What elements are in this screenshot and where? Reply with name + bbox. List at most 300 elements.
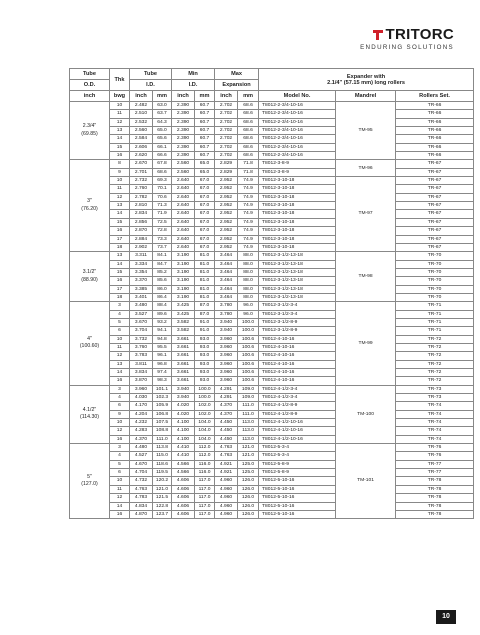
tube-id-mm-cell: 120.2 <box>153 477 172 485</box>
rollers-set-cell: TR-67 <box>396 168 474 176</box>
tube-id-inch-cell: 3.370 <box>130 277 153 285</box>
tube-id-inch-cell: 3.480 <box>130 302 153 310</box>
min-id-mm-cell: 67.0 <box>195 193 215 201</box>
header-rollers-set: Rollers Set. <box>396 91 474 102</box>
tube-id-mm-cell: 71.9 <box>153 210 172 218</box>
tube-id-mm-cell: 72.8 <box>153 227 172 235</box>
table-row <box>70 227 474 235</box>
max-exp-mm-cell: 109.0 <box>238 394 259 402</box>
max-exp-mm-cell: 111.0 <box>238 402 259 410</box>
tube-id-inch-cell: 3.354 <box>130 268 153 276</box>
tube-od-inch: 3" <box>87 198 92 205</box>
min-id-inch-cell: 2.390 <box>172 152 195 160</box>
max-exp-inch-cell: 4.960 <box>215 485 238 493</box>
table-row <box>70 135 474 143</box>
tube-id-inch-cell: 2.884 <box>130 235 153 243</box>
min-id-mm-cell: 60.7 <box>195 110 215 118</box>
tube-id-inch-cell: 4.870 <box>130 510 153 518</box>
model-no-cell: T8012-3-1/2-13-18 <box>259 277 336 285</box>
max-exp-mm-cell: 71.8 <box>238 160 259 168</box>
model-no-cell: T8012-4-10-16 <box>259 377 336 385</box>
model-no-cell: T8012-4-10-16 <box>259 352 336 360</box>
thk-cell: 3 <box>110 444 130 452</box>
tube-id-mm-cell: 69.3 <box>153 177 172 185</box>
rollers-set-cell: TR-70 <box>396 260 474 268</box>
max-exp-inch-cell: 2.702 <box>215 127 238 135</box>
tube-id-inch-cell: 4.480 <box>130 444 153 452</box>
header-od: O.D. <box>70 80 110 91</box>
max-exp-inch-cell: 4.450 <box>215 419 238 427</box>
min-id-mm-cell: 117.0 <box>195 502 215 510</box>
table-row <box>70 510 474 518</box>
tube-id-mm-cell: 108.8 <box>153 427 172 435</box>
rollers-set-cell: TR-72 <box>396 352 474 360</box>
min-id-inch-cell: 4.020 <box>172 402 195 410</box>
max-exp-inch-cell: 3.940 <box>215 327 238 335</box>
max-exp-mm-cell: 125.0 <box>238 460 259 468</box>
max-exp-inch-cell: 3.780 <box>215 302 238 310</box>
table-row <box>70 160 474 168</box>
rollers-set-cell: TR-67 <box>396 218 474 226</box>
rollers-set-cell: TR-78 <box>396 502 474 510</box>
tube-id-mm-cell: 107.5 <box>153 419 172 427</box>
tube-id-inch-cell: 4.370 <box>130 435 153 443</box>
table-row <box>70 360 474 368</box>
tube-id-inch-cell: 3.334 <box>130 260 153 268</box>
min-id-mm-cell: 87.0 <box>195 302 215 310</box>
table-row <box>70 277 474 285</box>
model-no-cell: T8012-3-1/2-13-18 <box>259 285 336 293</box>
table-row <box>70 369 474 377</box>
rollers-set-cell: TR-67 <box>396 227 474 235</box>
tube-id-mm-cell: 67.8 <box>153 160 172 168</box>
thk-cell: 4 <box>110 452 130 460</box>
max-exp-inch-cell: 3.780 <box>215 310 238 318</box>
max-exp-inch-cell: 3.464 <box>215 268 238 276</box>
min-id-mm-cell: 117.0 <box>195 485 215 493</box>
min-id-inch-cell: 4.100 <box>172 435 195 443</box>
tube-id-mm-cell: 63.0 <box>153 102 172 110</box>
tube-id-inch-cell: 4.763 <box>130 485 153 493</box>
tube-id-mm-cell: 70.1 <box>153 185 172 193</box>
tube-id-inch-cell: 3.704 <box>130 327 153 335</box>
thk-cell: 15 <box>110 218 130 226</box>
table-row <box>70 427 474 435</box>
thk-cell: 16 <box>110 277 130 285</box>
tube-od-cell <box>70 102 110 160</box>
table-row <box>70 202 474 210</box>
tube-id-mm-cell: 95.5 <box>153 343 172 351</box>
min-id-inch-cell: 2.640 <box>172 243 195 251</box>
max-exp-inch-cell: 4.450 <box>215 435 238 443</box>
model-no-cell: T8012-5-10-16 <box>259 477 336 485</box>
table-row <box>70 394 474 402</box>
min-id-inch-cell: 4.606 <box>172 502 195 510</box>
model-no-cell: T8012-3-1/2-13-18 <box>259 293 336 301</box>
model-no-cell: T8012-3-8-9 <box>259 160 336 168</box>
tube-od-mm: (69.85) <box>81 130 98 137</box>
max-exp-mm-cell: 74.9 <box>238 227 259 235</box>
thk-cell: 13 <box>110 202 130 210</box>
tube-id-inch-cell: 2.782 <box>130 193 153 201</box>
min-id-inch-cell: 2.640 <box>172 218 195 226</box>
tube-id-mm-cell: 66.6 <box>153 152 172 160</box>
model-no-cell: T8012-3-10-18 <box>259 210 336 218</box>
model-no-cell: T8012-4-1/2-3-4 <box>259 394 336 402</box>
rollers-set-cell: TR-74 <box>396 427 474 435</box>
min-id-inch-cell: 2.640 <box>172 177 195 185</box>
max-exp-mm-cell: 71.8 <box>238 168 259 176</box>
min-id-inch-cell: 2.390 <box>172 118 195 126</box>
min-id-mm-cell: 93.0 <box>195 352 215 360</box>
table-row <box>70 293 474 301</box>
model-no-cell: T8012-5-10-16 <box>259 494 336 502</box>
thk-cell: 10 <box>110 177 130 185</box>
max-exp-mm-cell: 113.0 <box>238 435 259 443</box>
min-id-mm-cell: 81.0 <box>195 268 215 276</box>
tube-od-inch: 3.1/2" <box>82 269 97 276</box>
max-exp-inch-cell: 3.960 <box>215 360 238 368</box>
table-row <box>70 460 474 468</box>
min-id-inch-cell: 4.410 <box>172 452 195 460</box>
model-no-cell: T8012-5-10-16 <box>259 510 336 518</box>
min-id-mm-cell: 112.0 <box>195 452 215 460</box>
tube-id-inch-cell: 3.385 <box>130 285 153 293</box>
max-exp-inch-cell: 3.464 <box>215 277 238 285</box>
rollers-set-cell: TR-76 <box>396 452 474 460</box>
min-id-inch-cell: 2.640 <box>172 193 195 201</box>
tube-od-mm: (127.0) <box>81 481 98 488</box>
min-id-mm-cell: 60.7 <box>195 152 215 160</box>
rollers-set-cell: TR-77 <box>396 469 474 477</box>
max-exp-inch-cell: 2.829 <box>215 168 238 176</box>
max-exp-mm-cell: 100.6 <box>238 360 259 368</box>
rollers-set-cell: TR-66 <box>396 118 474 126</box>
max-exp-inch-cell: 2.952 <box>215 243 238 251</box>
max-exp-inch-cell: 2.952 <box>215 177 238 185</box>
header-unit-mm: mm <box>195 91 215 102</box>
min-id-mm-cell: 60.7 <box>195 127 215 135</box>
min-id-inch-cell: 3.940 <box>172 385 195 393</box>
table-row <box>70 235 474 243</box>
tube-id-mm-cell: 65.6 <box>153 135 172 143</box>
tube-od-cell <box>70 444 110 519</box>
tube-id-inch-cell: 2.760 <box>130 185 153 193</box>
min-id-mm-cell: 117.0 <box>195 510 215 518</box>
table-row <box>70 502 474 510</box>
min-id-inch-cell: 3.425 <box>172 310 195 318</box>
thk-cell: 15 <box>110 268 130 276</box>
min-id-mm-cell: 93.0 <box>195 343 215 351</box>
min-id-inch-cell: 3.940 <box>172 394 195 402</box>
max-exp-inch-cell: 4.370 <box>215 410 238 418</box>
rollers-set-cell: TR-74 <box>396 402 474 410</box>
mandrel-cell: TM-95 <box>336 102 396 160</box>
thk-cell: 5 <box>110 318 130 326</box>
table-row <box>70 302 474 310</box>
model-no-cell: T8012-2-3/4-10-16 <box>259 110 336 118</box>
table-row <box>70 352 474 360</box>
table-row <box>70 318 474 326</box>
thk-cell: 11 <box>110 110 130 118</box>
model-no-cell: T8012-5-3-4 <box>259 452 336 460</box>
max-exp-mm-cell: 100.0 <box>238 318 259 326</box>
min-id-mm-cell: 67.0 <box>195 218 215 226</box>
max-exp-inch-cell: 3.960 <box>215 352 238 360</box>
min-id-mm-cell: 65.0 <box>195 168 215 176</box>
max-exp-inch-cell: 4.921 <box>215 469 238 477</box>
max-exp-inch-cell: 2.952 <box>215 227 238 235</box>
min-id-inch-cell: 2.640 <box>172 235 195 243</box>
min-id-mm-cell: 93.0 <box>195 377 215 385</box>
rollers-set-cell: TR-67 <box>396 160 474 168</box>
tube-id-mm-cell: 64.3 <box>153 118 172 126</box>
header-tube-id-top: Tube <box>130 69 172 80</box>
tube-id-inch-cell: 2.560 <box>130 127 153 135</box>
table-row <box>70 260 474 268</box>
max-exp-inch-cell: 4.960 <box>215 477 238 485</box>
tube-id-mm-cell: 94.1 <box>153 327 172 335</box>
header-tube: Tube <box>70 69 110 80</box>
header-unit-mm: mm <box>153 91 172 102</box>
max-exp-mm-cell: 88.0 <box>238 285 259 293</box>
max-exp-mm-cell: 126.0 <box>238 485 259 493</box>
min-id-inch-cell: 2.640 <box>172 210 195 218</box>
thk-cell: 12 <box>110 352 130 360</box>
rollers-set-cell: TR-66 <box>396 152 474 160</box>
min-id-inch-cell: 3.661 <box>172 335 195 343</box>
min-id-inch-cell: 3.582 <box>172 327 195 335</box>
tube-od-cell <box>70 302 110 385</box>
header-thk: Thk <box>110 69 130 91</box>
tube-id-mm-cell: 63.7 <box>153 110 172 118</box>
min-id-mm-cell: 100.0 <box>195 385 215 393</box>
max-exp-inch-cell: 4.450 <box>215 427 238 435</box>
min-id-mm-cell: 117.0 <box>195 494 215 502</box>
min-id-mm-cell: 102.0 <box>195 410 215 418</box>
max-exp-mm-cell: 74.9 <box>238 210 259 218</box>
thk-cell: 15 <box>110 143 130 151</box>
max-exp-mm-cell: 111.0 <box>238 410 259 418</box>
tube-id-inch-cell: 4.783 <box>130 494 153 502</box>
max-exp-mm-cell: 100.0 <box>238 327 259 335</box>
max-exp-inch-cell: 2.702 <box>215 135 238 143</box>
model-no-cell: T8012-3-10-18 <box>259 177 336 185</box>
tube-id-inch-cell: 3.783 <box>130 352 153 360</box>
tube-od-cell <box>70 385 110 443</box>
tube-id-mm-cell: 118.6 <box>153 460 172 468</box>
max-exp-inch-cell: 2.952 <box>215 210 238 218</box>
rollers-set-cell: TR-70 <box>396 252 474 260</box>
table-row <box>70 243 474 251</box>
thk-cell: 17 <box>110 235 130 243</box>
table-row <box>70 143 474 151</box>
min-id-mm-cell: 112.0 <box>195 444 215 452</box>
thk-cell: 5 <box>110 460 130 468</box>
tube-od-mm: (114.30) <box>80 414 99 421</box>
thk-cell: 14 <box>110 135 130 143</box>
tube-od-inch: 5" <box>87 473 92 480</box>
rollers-set-cell: TR-70 <box>396 277 474 285</box>
max-exp-inch-cell: 2.952 <box>215 218 238 226</box>
rollers-set-cell: TR-74 <box>396 419 474 427</box>
min-id-inch-cell: 2.640 <box>172 185 195 193</box>
tube-id-mm-cell: 73.7 <box>153 243 172 251</box>
header-unit-inch: inch <box>70 91 110 102</box>
min-id-mm-cell: 93.0 <box>195 369 215 377</box>
min-id-mm-cell: 81.0 <box>195 277 215 285</box>
table-row <box>70 343 474 351</box>
model-no-cell: T8012-3-1/2-3-4 <box>259 310 336 318</box>
min-id-mm-cell: 67.0 <box>195 185 215 193</box>
thk-cell: 9 <box>110 410 130 418</box>
rollers-set-cell: TR-70 <box>396 293 474 301</box>
model-no-cell: T8012-3-10-18 <box>259 218 336 226</box>
min-id-inch-cell: 2.390 <box>172 110 195 118</box>
max-exp-inch-cell: 2.952 <box>215 202 238 210</box>
min-id-inch-cell: 3.190 <box>172 260 195 268</box>
table-row <box>70 377 474 385</box>
tube-id-mm-cell: 85.6 <box>153 277 172 285</box>
min-id-mm-cell: 93.0 <box>195 360 215 368</box>
table-row <box>70 218 474 226</box>
max-exp-mm-cell: 74.9 <box>238 243 259 251</box>
thk-cell: 18 <box>110 243 130 251</box>
model-no-cell: T8012-3-1/2-3-4 <box>259 302 336 310</box>
tube-id-inch-cell: 4.170 <box>130 402 153 410</box>
min-id-mm-cell: 93.0 <box>195 335 215 343</box>
model-no-cell: T8012-4-1/2-8-9 <box>259 410 336 418</box>
min-id-mm-cell: 81.0 <box>195 252 215 260</box>
thk-cell: 12 <box>110 427 130 435</box>
header-max: Max <box>215 69 259 80</box>
model-no-cell: T8012-4-10-16 <box>259 360 336 368</box>
tube-id-mm-cell: 65.0 <box>153 127 172 135</box>
max-exp-mm-cell: 96.0 <box>238 310 259 318</box>
model-no-cell: T8012-2-3/4-10-16 <box>259 102 336 110</box>
max-exp-inch-cell: 3.960 <box>215 343 238 351</box>
tube-id-inch-cell: 3.811 <box>130 360 153 368</box>
tube-id-mm-cell: 115.0 <box>153 452 172 460</box>
mandrel-cell: TM-101 <box>336 444 396 519</box>
rollers-set-cell: TR-78 <box>396 510 474 518</box>
max-exp-mm-cell: 100.6 <box>238 369 259 377</box>
table-row <box>70 102 474 110</box>
thk-cell: 16 <box>110 377 130 385</box>
max-exp-inch-cell: 4.291 <box>215 394 238 402</box>
thk-cell: 14 <box>110 260 130 268</box>
max-exp-mm-cell: 126.0 <box>238 502 259 510</box>
min-id-inch-cell: 3.661 <box>172 377 195 385</box>
table-row <box>70 402 474 410</box>
max-exp-mm-cell: 126.0 <box>238 477 259 485</box>
rollers-set-cell: TR-71 <box>396 302 474 310</box>
rollers-set-cell: TR-72 <box>396 335 474 343</box>
tube-id-mm-cell: 70.6 <box>153 193 172 201</box>
tube-id-inch-cell: 2.606 <box>130 143 153 151</box>
tube-id-inch-cell: 2.810 <box>130 202 153 210</box>
max-exp-mm-cell: 74.9 <box>238 193 259 201</box>
min-id-mm-cell: 102.0 <box>195 402 215 410</box>
tube-id-mm-cell: 96.1 <box>153 352 172 360</box>
header-unit-bwg: bwg <box>110 91 130 102</box>
tube-id-mm-cell: 105.9 <box>153 402 172 410</box>
min-id-inch-cell: 4.100 <box>172 427 195 435</box>
thk-cell: 14 <box>110 210 130 218</box>
brand-tagline: ENDURING SOLUTIONS <box>360 44 454 51</box>
tube-id-inch-cell: 3.670 <box>130 318 153 326</box>
min-id-inch-cell: 4.100 <box>172 419 195 427</box>
thk-cell: 16 <box>110 227 130 235</box>
min-id-inch-cell: 3.190 <box>172 285 195 293</box>
model-no-cell: T8012-3-1/2-13-18 <box>259 252 336 260</box>
tube-id-mm-cell: 93.2 <box>153 318 172 326</box>
min-id-mm-cell: 81.0 <box>195 285 215 293</box>
tube-od-inch: 2.3/4" <box>82 123 97 130</box>
min-id-inch-cell: 3.190 <box>172 277 195 285</box>
rollers-set-cell: TR-71 <box>396 327 474 335</box>
tube-id-mm-cell: 121.5 <box>153 494 172 502</box>
min-id-mm-cell: 60.7 <box>195 135 215 143</box>
min-id-mm-cell: 81.0 <box>195 293 215 301</box>
min-id-mm-cell: 104.0 <box>195 427 215 435</box>
min-id-inch-cell: 4.020 <box>172 410 195 418</box>
table-row <box>70 419 474 427</box>
model-no-cell: T8012-3-1/2-13-18 <box>259 260 336 268</box>
min-id-mm-cell: 91.0 <box>195 327 215 335</box>
min-id-mm-cell: 67.0 <box>195 227 215 235</box>
min-id-inch-cell: 4.606 <box>172 494 195 502</box>
tube-id-mm-cell: 113.8 <box>153 444 172 452</box>
tube-expander-table <box>69 68 474 519</box>
max-exp-mm-cell: 68.6 <box>238 118 259 126</box>
model-no-cell: T8012-4-1/2-10-16 <box>259 419 336 427</box>
tube-id-inch-cell: 2.620 <box>130 152 153 160</box>
max-exp-mm-cell: 113.0 <box>238 419 259 427</box>
tube-id-mm-cell: 68.6 <box>153 168 172 176</box>
max-exp-inch-cell: 2.952 <box>215 185 238 193</box>
tube-id-inch-cell: 2.510 <box>130 110 153 118</box>
thk-cell: 3 <box>110 385 130 393</box>
rollers-set-cell: TR-70 <box>396 268 474 276</box>
tube-id-inch-cell: 3.527 <box>130 310 153 318</box>
header-unit-inch: inch <box>130 91 153 102</box>
max-exp-mm-cell: 100.6 <box>238 335 259 343</box>
model-no-cell: T8012-3-1/2-8-9 <box>259 318 336 326</box>
table-row <box>70 335 474 343</box>
min-id-mm-cell: 67.0 <box>195 235 215 243</box>
min-id-mm-cell: 67.0 <box>195 177 215 185</box>
table-row <box>70 110 474 118</box>
max-exp-mm-cell: 100.6 <box>238 377 259 385</box>
rollers-set-cell: TR-77 <box>396 460 474 468</box>
min-id-mm-cell: 67.0 <box>195 210 215 218</box>
rollers-set-cell: TR-76 <box>396 444 474 452</box>
rollers-set-cell: TR-66 <box>396 127 474 135</box>
tube-id-mm-cell: 122.8 <box>153 502 172 510</box>
min-id-inch-cell: 3.582 <box>172 318 195 326</box>
tube-id-inch-cell: 2.532 <box>130 118 153 126</box>
mandrel-cell: TM-97 <box>336 177 396 252</box>
thk-cell: 13 <box>110 360 130 368</box>
tube-id-inch-cell: 2.732 <box>130 177 153 185</box>
model-no-cell: T8012-3-1/2-13-18 <box>259 268 336 276</box>
rollers-set-cell: TR-67 <box>396 202 474 210</box>
min-id-inch-cell: 2.560 <box>172 168 195 176</box>
min-id-mm-cell: 65.0 <box>195 160 215 168</box>
thk-cell: 6 <box>110 469 130 477</box>
min-id-inch-cell: 4.410 <box>172 444 195 452</box>
